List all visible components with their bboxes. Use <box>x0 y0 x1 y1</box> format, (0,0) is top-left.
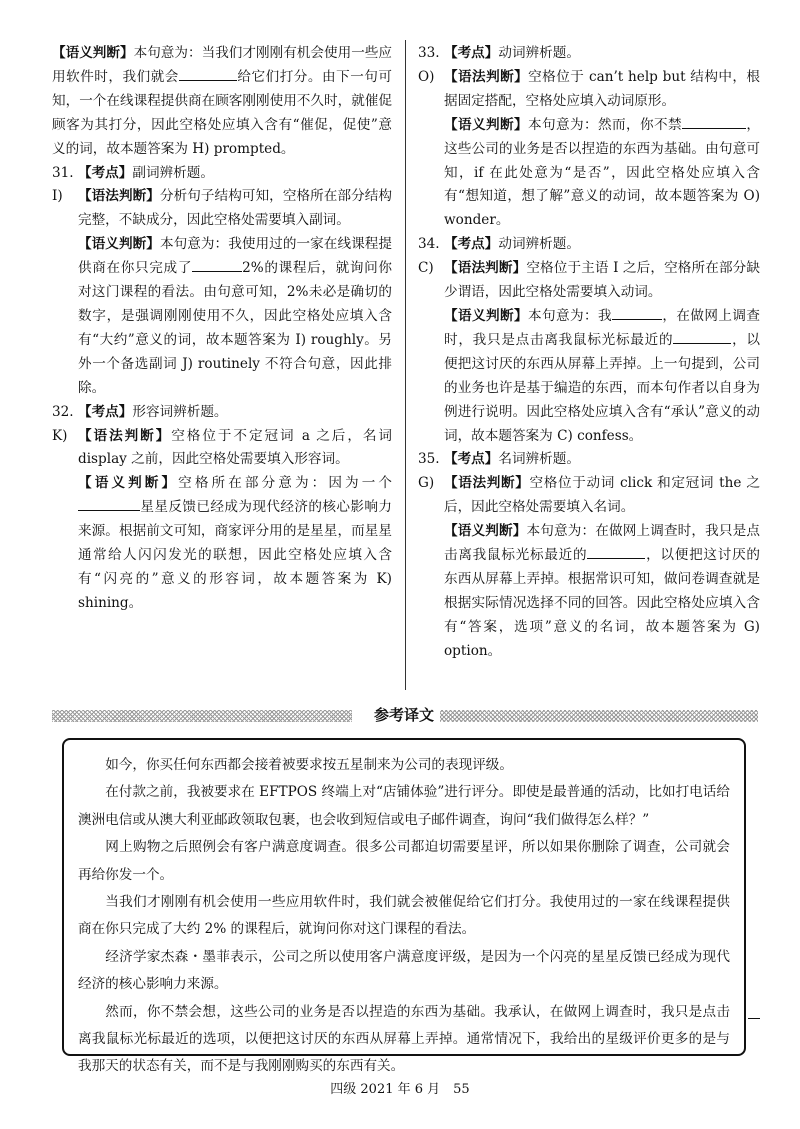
semantic-tag: 【语义判断】 <box>52 45 134 61</box>
hatch-decoration <box>440 710 758 722</box>
q35-kaodian: 35. 【考点】名词辨析题。 <box>418 448 760 472</box>
question-number: 33. <box>418 45 440 61</box>
answer-blank <box>673 329 731 344</box>
answer-blank <box>682 114 746 129</box>
q33-semantic: 【语义判断】本句意为：然而，你不禁 ，这些公司的业务是否以捏造的东西为基础。由句意可知，if 在此处意为“是否”，因此空格处应填入含有“想知道，想了解”意义的动词，故本题答案为 O) wonder。 <box>418 114 760 234</box>
q33-grammar: O) 【语法判断】空格位于 can’t help but 结构中，根据固定搭配，空格处应填入动词原形。 <box>418 66 760 114</box>
q32-semantic: 【语义判断】空格所在部分意为：因为一个星星反馈已经成为现代经济的核心影响力来源。根据前文可知，商家评分用的是星星，而星星通常给人闪闪发光的联想，因此空格处应填入含有“闪亮的”意义的形容词，故本题答案为 K) shining。 <box>78 475 393 611</box>
translation-paragraph: 当我们才刚刚有机会使用一些应用软件时，我们就会被催促给它们打分。我使用过的一家在线课程提供商在你只完成了大约 2% 的课程后，就询问你对这门课程的看法。 <box>78 894 730 938</box>
answer-blank <box>612 305 662 320</box>
question-number: 32. <box>52 403 74 420</box>
question-number: 35. <box>418 451 440 468</box>
section-title: 参考译文 <box>373 706 434 724</box>
q31-grammar: I) 【语法判断】分析句子结构可知，空格所在部分结构完整，不缺成分，因此空格处需要填入副词。 <box>52 185 392 233</box>
question-number: 31. <box>52 164 74 181</box>
answer-blank <box>587 544 645 559</box>
q30-semantic: 【语义判断】本句意为：当我们才刚刚有机会使用一些应用软件时，我们就会 给它们打分。由下一句可知，一个在线课程提供商在顾客刚刚使用不久时，就催促顾客为其打分，因此空格处应填入含有“催促，促使”意义的词，故本题答案为 H) prompted。 <box>52 45 393 157</box>
answer-letter: I) <box>52 188 63 205</box>
margin-rule <box>748 1018 760 1019</box>
q32-grammar: K) 【语法判断】空格位于不定冠词 a 之后，名词 display 之前，因此空格处需要填入形容词。 <box>52 425 392 473</box>
translation-paragraph: 经济学家杰森・墨菲表示，公司之所以使用客户满意度评级，是因为一个闪亮的星星反馈已经成为现代经济的核心影响力来源。 <box>78 948 730 993</box>
hatch-decoration <box>52 710 352 722</box>
translation-box <box>62 738 746 1075</box>
q35-grammar: G) 【语法判断】空格位于动词 click 和定冠词 the 之后，因此空格处需要填入名词。 <box>418 472 760 520</box>
page-footer: 四级 2021 年 6 月 55 <box>330 1082 470 1097</box>
answer-blank <box>78 496 140 511</box>
q32-kaodian: 32. 【考点】形容词辨析题。 <box>52 401 392 425</box>
q35-semantic: 【语义判断】本句意为：在做网上调查时，我只是点击离我鼠标光标最近的 ，以便把这讨厌的东西从屏幕上弄掉。根据常识可知，做问卷调查就是根据实际情况选择不同的回答。因此空格处应填入含有“答案，选项”意义的名词，故本题答案为 G) option。 <box>444 523 761 659</box>
q34-kaodian: 34. 【考点】动词辨析题。 <box>418 233 760 257</box>
answer-blank <box>179 66 237 81</box>
q31-kaodian: 31. 【考点】副词辨析题。 <box>52 162 392 186</box>
answer-letter: C) <box>418 260 434 277</box>
column-divider <box>405 40 406 690</box>
answer-letter: K) <box>52 427 68 444</box>
left-column <box>52 42 392 616</box>
answer-letter: O) <box>418 68 435 85</box>
question-number: 34. <box>418 236 440 253</box>
q31-semantic: 【语义判断】本句意为：我使用过的一家在线课程提供商在你只完成了 2%的课程后，就询问你对这门课程的看法。由句意可知，2%未必是确切的数字，是强调刚刚使用不久，因此空格处应填入含有“大约”意义的词，故本题答案为 I) roughly。另外一个备选副词 J) routinely 不符合句意，因此排除。 <box>78 236 393 396</box>
translation-paragraph: 在付款之前，我被要求在 EFTPOS 终端上对“店铺体验”进行评分。即使是最普通的活动，比如打电话给澳洲电信或从澳大利亚邮政领取包裹，也会收到短信或电子邮件调查，询问“我们做得怎么样？” <box>78 784 730 828</box>
answer-blank <box>192 257 242 272</box>
translation-paragraph: 如今，你买任何东西都会接着被要求按五星制来为公司的表现评级。 <box>105 757 513 773</box>
q34-grammar: C) 【语法判断】空格位于主语 I 之后，空格所在部分缺少谓语，因此空格处需要填入动词。 <box>418 257 760 305</box>
answer-letter: G) <box>418 475 435 492</box>
section-header <box>52 704 758 726</box>
translation-paragraph: 网上购物之后照例会有客户满意度调查。很多公司都迫切需要星评，所以如果你删除了调查，公司就会再给你发一个。 <box>78 839 730 883</box>
q34-semantic: 【语义判断】本句意为：我 ，在做网上调查时，我只是点击离我鼠标光标最近的 ，以便把这讨厌的东西从屏幕上弄掉。上一句提到，公司的业务也许是基于编造的东西，而本句作者以自身为例进行说明。因此空格处应填入含有“承认”意义的动词，故本题答案为 C) confess。 <box>418 305 760 448</box>
translation-paragraph: 然而，你不禁会想，这些公司的业务是否以捏造的东西为基础。我承认，在做网上调查时，我只是点击离我鼠标光标最近的选项，以便把这讨厌的东西从屏幕上弄掉。通常情况下，我给出的星级评价更多的是与我那天的状态有关，而不是与我刚刚购买的东西有关。 <box>78 1003 730 1075</box>
q33-kaodian: 33. 【考点】动词辨析题。 <box>418 42 760 66</box>
right-column <box>418 42 760 664</box>
